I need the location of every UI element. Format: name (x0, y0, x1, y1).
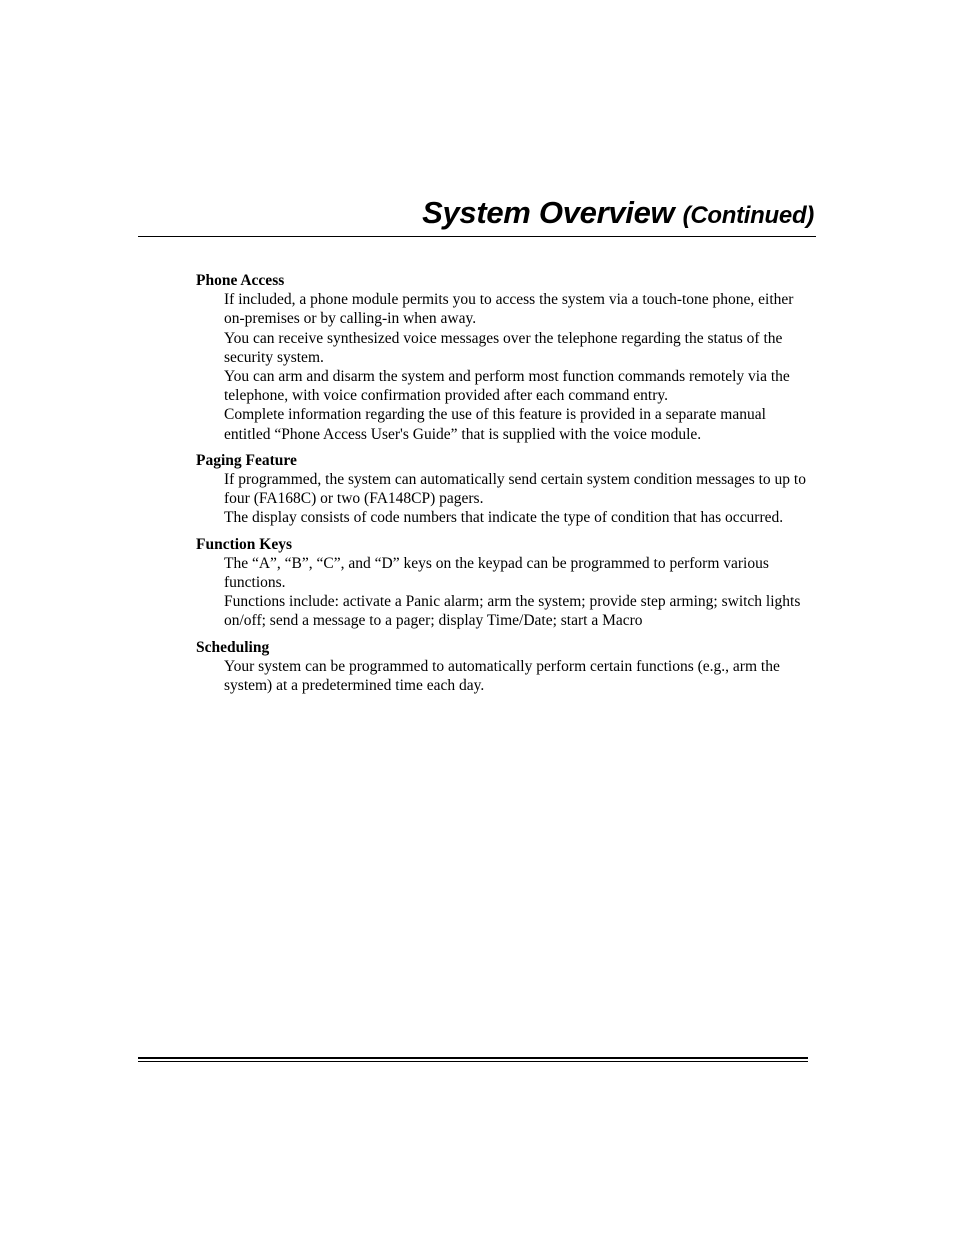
section-paragraph: The display consists of code numbers that indicate the type of condition that has occurred. (224, 509, 784, 527)
section-heading: Scheduling (196, 638, 270, 656)
section-paragraph: You can receive synthesized voice messages over the telephone regarding the status of the security system. (224, 329, 783, 366)
section-paragraph: You can arm and disarm the system and perform most function commands remotely via the telephone, with voice confirmation provided after each command entry. (224, 368, 790, 405)
section-heading: Paging Feature (196, 451, 297, 469)
page-title-suffix: (Continued) (682, 202, 814, 229)
page-title (422, 193, 814, 236)
section-paragraph: Your system can be programmed to automatically perform certain functions (e.g., arm the system) at a predetermined time each day. (224, 657, 780, 695)
section-paragraph: The “A”, “B”, “C”, and “D” keys on the keypad can be programmed to perform various functions. (224, 554, 769, 592)
section-heading: Phone Access (196, 272, 285, 289)
section-function-keys (196, 535, 816, 631)
page-title-main: System Overview (422, 195, 675, 230)
section-paragraph: If included, a phone module permits you to access the system via a touch-tone phone, either on-premises or by calling-in when away. (224, 291, 794, 328)
footer-divider-thin (138, 1061, 808, 1062)
section-scheduling (196, 638, 816, 696)
page-content (196, 271, 816, 702)
section-paragraph: If programmed, the system can automatically send certain system condition messages to up to four (FA168C) or two (FA148CP) pagers. (224, 471, 806, 508)
section-paragraph: Complete information regarding the use of this feature is provided in a separate manual entitled “Phone Access User's Guide” that is supplied with the voice module. (224, 406, 766, 443)
section-paragraph: Functions include: activate a Panic alarm; arm the system; provide step arming; switch lights on/off; send a message to a pager; display Time/Date; start a Macro (224, 593, 801, 630)
section-phone-access (196, 271, 816, 444)
title-divider (138, 236, 816, 237)
section-heading: Function Keys (196, 535, 293, 553)
footer-divider-thick (138, 1057, 808, 1059)
section-paging-feature (196, 451, 816, 528)
